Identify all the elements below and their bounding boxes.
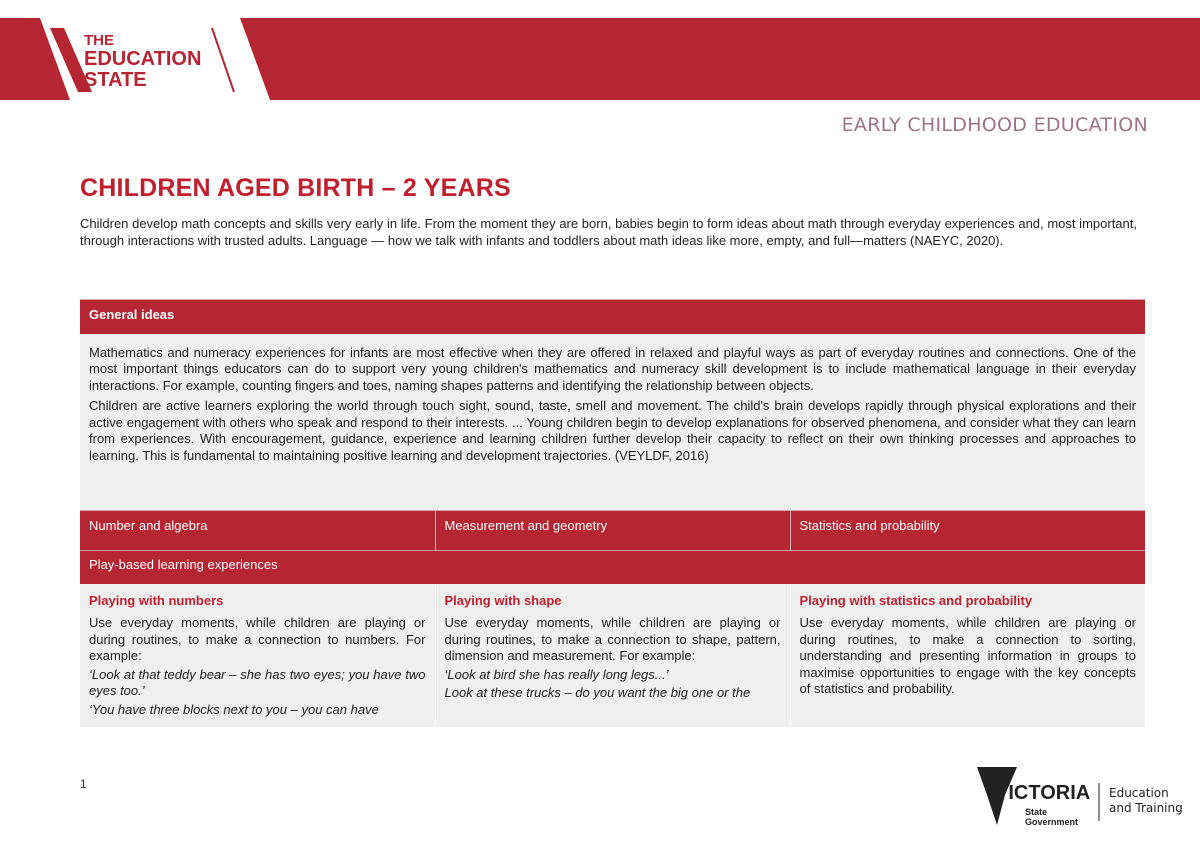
column-shape-quote-1: ‘Look at bird she has really long legs...’	[444, 666, 669, 682]
column-shape-heading: Playing with shape	[444, 592, 562, 608]
page-number: 1	[80, 777, 87, 791]
strand-measurement-geometry: Measurement and geometry	[435, 511, 790, 551]
column-numbers-body: Use everyday moments, while children are playing or during routines, to make a connection to numbers. For example:	[89, 615, 426, 663]
general-ideas-cell	[80, 334, 1145, 511]
column-statistics	[790, 584, 1145, 727]
column-numbers	[80, 584, 435, 727]
general-paragraph-2: Children are active learners exploring the world through touch sight, sound, taste, smell and movement. The child's brain develops rapidly through physical explorations and their active engagement with others who speak and respond to their interests. ... Young children begin to develop explanations for observed phenomena, and consider what they can learn from experiences. With encouragement, guidance, experience and learning children further develop their capacity to reflect on their own thinking processes and approaches to learning. This is fundamental to maintaining positive learning and development trajectories. (VEYLDF, 2016)	[89, 398, 1137, 463]
column-statistics-body: Use everyday moments, while children are playing or during routines, to make a connection to sorting, understanding and presenting information in groups to maximise opportunities to engage with the key concepts of statistics and probability.	[799, 615, 1137, 696]
header-banner	[0, 0, 1200, 110]
section-subtitle: EARLY CHILDHOOD EDUCATION	[841, 114, 1148, 136]
general-paragraph-1: Mathematics and numeracy experiences for infants are most effective when they are offered in relaxed and playful ways as part of everyday routines and connections. One of the most important things educators can do to support very young children's mathematics and numeracy skill development is to include mathematical language in their everyday interactions. For example, counting fingers and toes, naming shapes patterns and identifying the relationship between objects.	[89, 344, 1137, 393]
general-ideas-heading: General ideas	[80, 300, 1145, 334]
dept-line1: Education	[1109, 786, 1169, 800]
strand-statistics-probability: Statistics and probability	[790, 511, 1145, 551]
logo-line3: STATE	[84, 69, 147, 91]
content-table	[80, 299, 1145, 727]
dept-line2: and Training	[1109, 801, 1183, 815]
vic-wordmark: VICTORIA	[995, 782, 1091, 804]
page-title: CHILDREN AGED BIRTH – 2 YEARS	[80, 174, 511, 202]
column-numbers-heading: Playing with numbers	[89, 592, 224, 608]
column-shape	[435, 584, 790, 727]
play-based-heading: Play-based learning experiences	[80, 551, 1145, 584]
column-numbers-quote-1: ‘Look at that teddy bear – she has two eyes; you have two eyes too.’	[89, 666, 426, 698]
column-numbers-quote-2: ‘You have three blocks next to you – you can have	[89, 701, 379, 717]
vic-government: Government	[1025, 817, 1079, 827]
column-shape-quote-2: Look at these trucks – do you want the big one or the	[444, 685, 751, 700]
strand-number-algebra: Number and algebra	[80, 511, 435, 551]
intro-paragraph: Children develop math concepts and skills very early in life. From the moment they are born, babies begin to form ideas about math through everyday experiences and, most important, through interactions with trusted adults. Language — how we talk with infants and toddlers about math ideas like more, empty, and full—matters (NAEYC, 2020).	[80, 216, 1137, 248]
vic-state: State	[1025, 807, 1048, 817]
logo-line2: EDUCATION	[84, 48, 202, 70]
column-shape-body: Use everyday moments, while children are playing or during routines, to make a connection to shape, pattern, dimension and measurement. For example:	[444, 615, 781, 663]
logo-line1: THE	[84, 32, 114, 49]
column-statistics-heading: Playing with statistics and probability	[799, 592, 1033, 608]
victoria-government-logo	[975, 763, 1200, 833]
